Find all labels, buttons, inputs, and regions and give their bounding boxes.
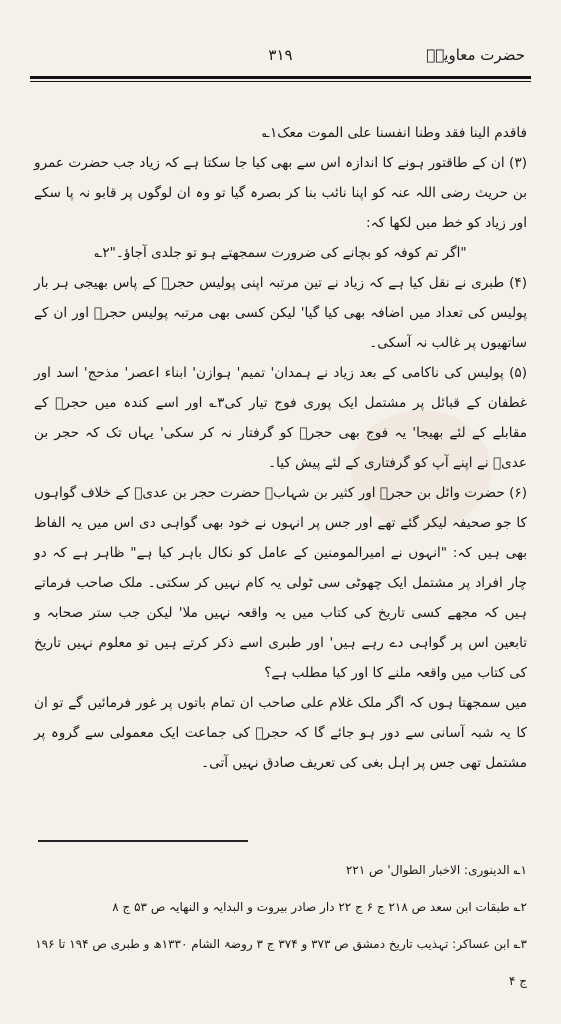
closing-paragraph: میں سمجھتا ہوں کہ اگر ملک غلام علی صاحب ان تمام باتوں پر غور فرمائیں گے تو ان کا یہ شبہ آسانی سے دور ہو جائے گا کہ حجرؓ کی جماعت ایک معمولی سے گروہ پر مشتمل تھی جس پر اہل بغی کی تعریف صادق نہیں آتی۔ (34, 695, 527, 771)
page-header (30, 44, 531, 72)
block-quote: "اگر تم کوفہ کو بچانے کی ضرورت سمجھتے ہو تو جلدی آجاؤ۔"۲؎ (94, 245, 467, 261)
paragraph-6: (۶) حضرت وائل بن حجرؓ اور کثیر بن شہابؓ حضرت حجر بن عدیؓ کے خلاف گواہوں کا جو صحیفہ لیکر گئے تھے اور جس پر انہوں نے خود بھی گواہی دی اس میں یہ الفاظ بھی ہیں کہ: "انہوں نے امیرالمومنین کے عامل کو نکال باہر کیا ہے" ظاہر ہے کہ دو چار افراد پر مشتمل ایک چھوٹی سی ٹولی یہ کام نہیں کر سکتی۔ ملک صاحب فرماتے ہیں کہ مجھے کسی تاریخ کی کتاب میں یہ واقعہ نہیں ملا' لیکن جب ستر صحابہ و تابعین اس پر گواہی دے رہے ہیں' اور طبری اسے ذکر کرتے ہیں تو معلوم نہیں تاریخ کی کتاب میں واقعہ ملنے کا اور کیا مطلب ہے؟ (34, 485, 527, 681)
header-rule-thin (30, 81, 531, 82)
footnote-3: ۳؎ ابن عساکر: تہذیب تاریخ دمشق ص ۳۷۳ و ۳۷۴ ج ۳ روضۃ الشام ۱۳۳۰ھ و طبری ص ۱۹۴ تا ۱۹۶ ج ۴ (35, 937, 527, 988)
footnote-rule (38, 840, 248, 842)
footnote-1: ۱؎ الدینوری: الاخبار الطوال' ص ۲۲۱ (345, 863, 527, 877)
arabic-quote-line: فاقدم الینا فقد وطنا انفسنا علی الموت معک۱؎ (262, 125, 527, 141)
footnote-2: ۲؎ طبقات ابن سعد ص ۲۱۸ ج ۶ ج ۲۲ دار صادر بیروت و البدایہ و النھایہ ص ۵۳ ج ۸ (112, 900, 527, 914)
paragraph-5: (۵) پولیس کی ناکامی کے بعد زیاد نے ہمدان' تمیم' ہوازن' ابناء اعصر' مذحج' اسد اور غطفان کے قبائل پر مشتمل ایک پوری فوج تیار کی۳؎ اور اسے کندہ میں حجرؓ کے مقابلے کے لئے بھیجا' یہ فوج بھی حجرؓ کو گرفتار نہ کر سکی' یہاں تک کہ حجر بن عدیؓ نے اپنے آپ کو گرفتاری کے لئے پیش کیا۔ (34, 365, 527, 471)
paragraph-4: (۴) طبری نے نقل کیا ہے کہ زیاد نے تین مرتبہ اپنی پولیس حجرؓ کے پاس بھیجی ہر بار پولیس کی تعداد میں اضافہ بھی کیا گیا' لیکن کسی بھی مرتبہ پولیس حجرؓ اور ان کے ساتھیوں پر غالب نہ آسکی۔ (34, 275, 527, 351)
body-text (34, 118, 527, 778)
paragraph-3: (۳) ان کے طاقتور ہونے کا اندازہ اس سے بھی کیا جا سکتا ہے کہ زیاد جب حضرت عمرو بن حریث رضی اللہ عنہ کو اپنا نائب بنا کر بصرہ گیا تو وہ ان لوگوں پر قابو نہ پا سکے اور زیاد کو خط میں لکھا کہ: (34, 155, 527, 231)
running-title: حضرت معاویہؓ (426, 46, 525, 64)
page-number: ۳۱۹ (268, 46, 293, 64)
header-rule-thick (30, 76, 531, 79)
footnotes (34, 852, 527, 1000)
